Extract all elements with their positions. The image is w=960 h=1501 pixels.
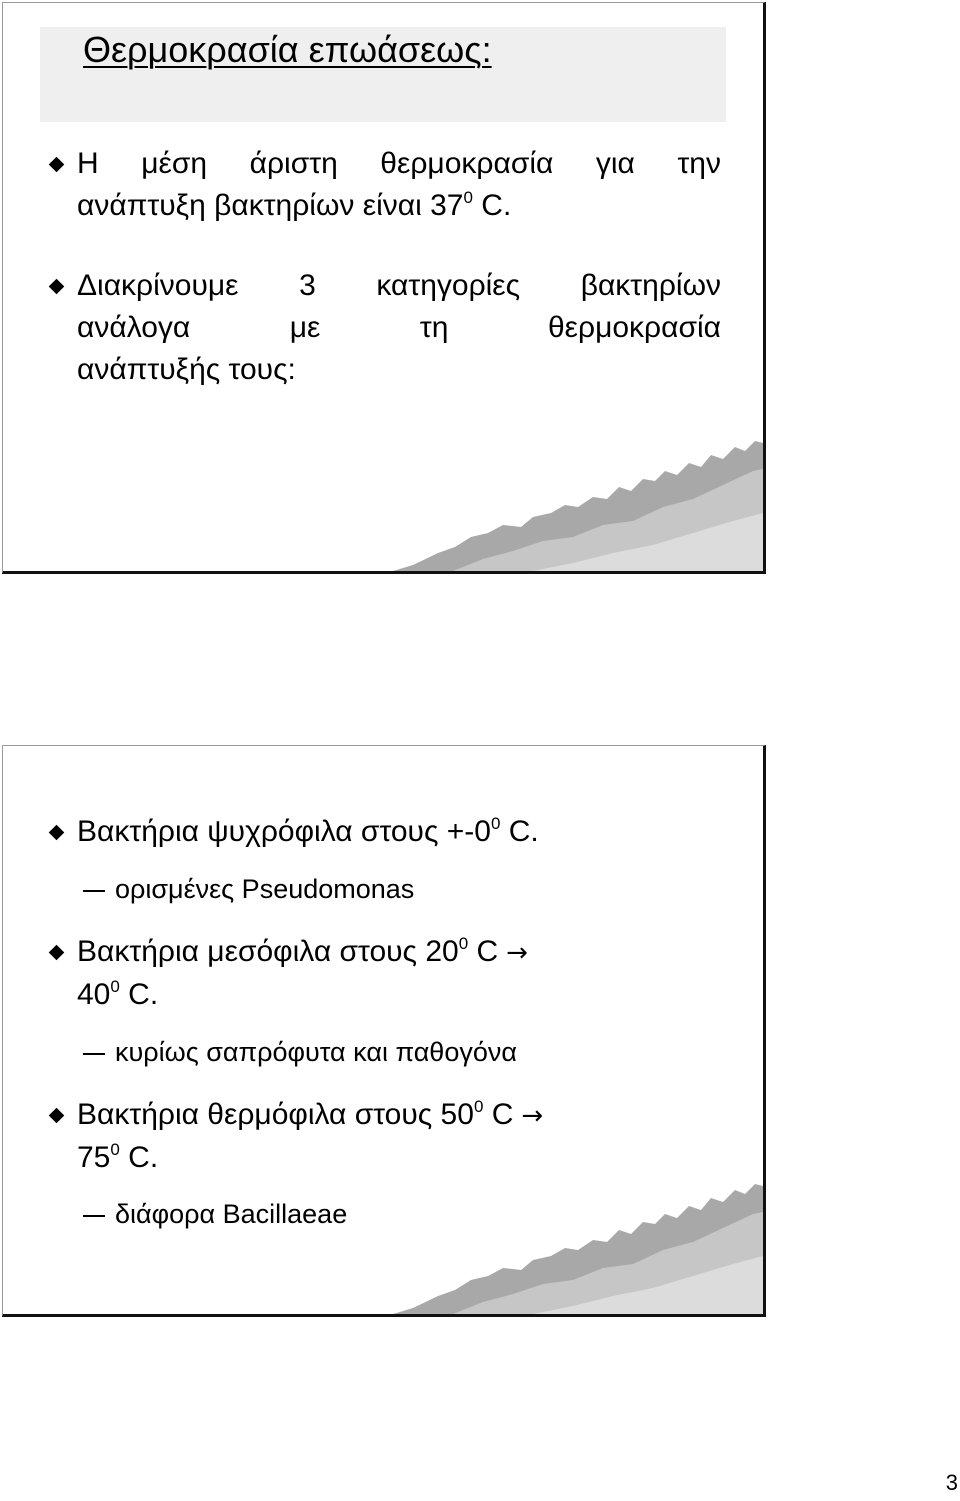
superscript: 0: [110, 977, 120, 997]
page-number: 3: [945, 1470, 958, 1495]
dash-icon: [83, 890, 105, 892]
bullet-thermophiles: [51, 1094, 721, 1179]
sub-bullet-pseudomonas: ορισμένες Pseudomonas: [83, 871, 414, 907]
bullet-text-line: Βακτήρια μεσόφιλα στους $20^0$ C →: [77, 934, 528, 968]
bullet-text-line: Βακτήρια ψυχρόφιλα $\sigma\tau o\upsilon\varsigma +-0^0$ C.: [77, 814, 539, 848]
arrow-right-icon: →: [506, 938, 528, 968]
superscript: 0: [490, 814, 501, 834]
diamond-bullet-icon: [49, 945, 65, 961]
mountain-decoration: [393, 441, 763, 571]
superscript: 0: [463, 188, 473, 208]
bullet-text-line: $75^0$ C.: [77, 1140, 159, 1174]
diamond-bullet-icon: [49, 157, 65, 173]
superscript: 0: [473, 1097, 484, 1117]
bullet-text-line: $40^0$ C.: [77, 977, 159, 1011]
bullet-mesophiles: [51, 931, 721, 1016]
bullet-optimal-temperature: [51, 143, 721, 227]
bullet-text-line: ανάλογα με τη θερμοκρασία: [77, 311, 721, 344]
diamond-bullet-icon: [49, 1108, 65, 1124]
slide-2: [2, 745, 766, 1317]
bullet-text-line: ανάπτυξη βακτηρίων είναι $37^0$ C.: [77, 188, 512, 222]
slide-title: Θερμοκρασία επωάσεως:: [83, 29, 492, 70]
diamond-bullet-icon: [49, 279, 65, 295]
dash-icon: [83, 1053, 105, 1055]
mountain-decoration: [393, 1184, 763, 1314]
superscript: 0: [110, 1140, 120, 1160]
superscript: 0: [458, 934, 469, 954]
bullet-text-line: ανάπτυξής τους:: [77, 353, 296, 386]
sub-bullet-saprophytes: κυρίως σαπρόφυτα και παθογόνα: [83, 1034, 517, 1070]
sub-bullet-bacillaeae: διάφορα Bacillaeae: [83, 1196, 347, 1232]
bullet-psychrophiles: [51, 811, 721, 853]
arrow-right-icon: →: [521, 1101, 544, 1131]
bullet-text-line: Βακτήρια θερμόφιλα στους $50^0$ C →: [77, 1097, 544, 1131]
bullet-categories: [51, 265, 721, 391]
dash-icon: [83, 1215, 105, 1217]
bullet-text-line: Η μέση άριστη θερμοκρασία για την: [77, 147, 721, 180]
slide-1: [2, 2, 766, 574]
bullet-text-line: Διακρίνουμε 3 κατηγορίες βακτηρίων: [77, 269, 721, 302]
diamond-bullet-icon: [49, 825, 65, 841]
